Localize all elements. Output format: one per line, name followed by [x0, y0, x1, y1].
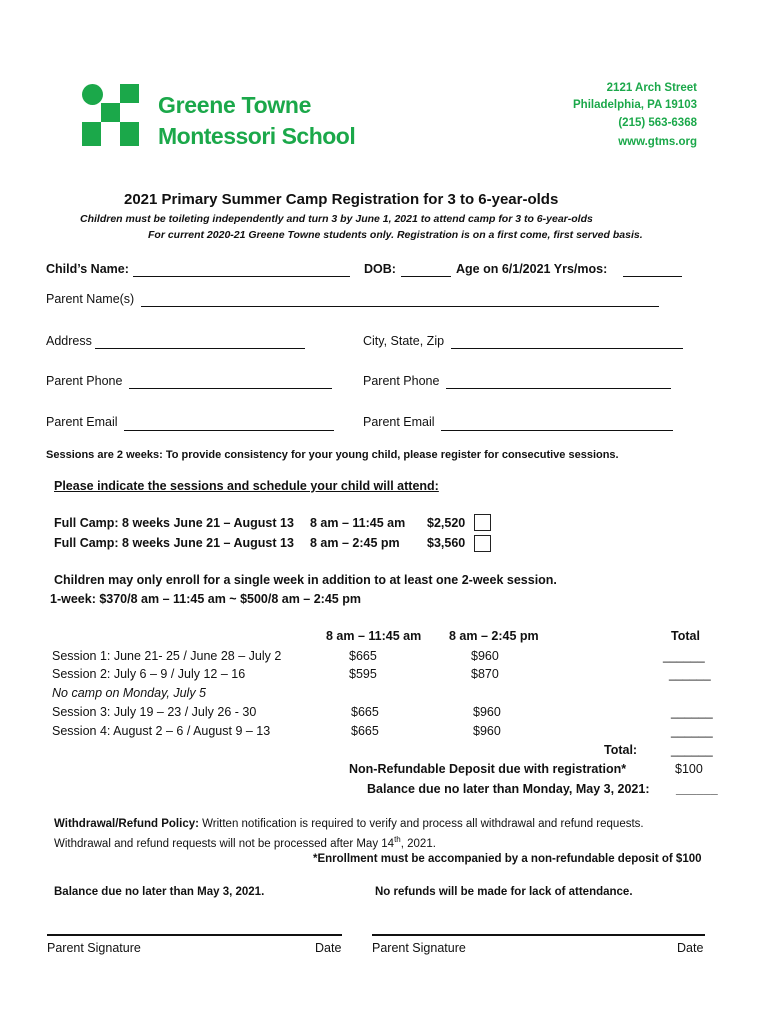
full-camp-1-price: $2,520: [427, 516, 466, 530]
note-line2: For current 2020-21 Greene Towne students only. Registration is on a first come, first served basis.: [148, 229, 643, 241]
school-name-line2: Montessori School: [158, 123, 356, 149]
col-header-total: Total: [671, 629, 700, 643]
single-week-line2: 1-week: $370/8 am – 11:45 am ~ $500/8 am – 2:45 pm: [50, 592, 361, 606]
date-2-label: Date: [677, 941, 704, 955]
date-1-label: Date: [315, 941, 342, 955]
logo-dot: [82, 84, 103, 105]
session-1-total-field[interactable]: ______: [663, 649, 705, 663]
city-state-zip-label: City, State, Zip: [363, 334, 445, 348]
session-3-total-field[interactable]: ______: [671, 705, 713, 719]
policy-text2sup: th: [394, 835, 401, 844]
session-2-total-field[interactable]: ______: [669, 667, 711, 681]
policy-line2: [54, 835, 436, 850]
col-header-half-day: 8 am – 11:45 am: [326, 629, 422, 643]
sessions-note: Sessions are 2 weeks: To provide consistency for your young child, please register for consecutive sessions.: [46, 449, 619, 461]
session-3-full-price: $960: [473, 705, 501, 719]
signature-line-1[interactable]: [47, 934, 342, 936]
parent-email-2-label: Parent Email: [363, 415, 435, 429]
policy-line1: [54, 818, 644, 830]
note-line1: Children must be toileting independently and turn 3 by June 1, 2021 to attend camp for 3 to 6-year-olds: [80, 213, 593, 225]
parent-names-label: Parent Name(s): [46, 292, 135, 306]
schedule-heading: Please indicate the sessions and schedule your child will attend:: [54, 479, 439, 493]
deposit-value: $100: [675, 762, 703, 776]
logo-square: [120, 122, 139, 146]
session-2-half-price: $595: [349, 667, 377, 681]
parent-email-1-field[interactable]: [124, 430, 334, 431]
school-name-line1: Greene Towne: [158, 92, 312, 118]
signature-2-label: Parent Signature: [372, 941, 466, 955]
balance-field[interactable]: ______: [676, 782, 718, 796]
age-label: Age on 6/1/2021 Yrs/mos:: [456, 262, 608, 276]
address-field[interactable]: [95, 348, 305, 349]
full-camp-2-label: Full Camp: 8 weeks June 21 – August 13: [54, 536, 294, 550]
session-2-full-price: $870: [471, 667, 499, 681]
single-week-line1: Children may only enroll for a single week in addition to at least one 2-week session.: [54, 573, 557, 587]
footer-balance-due: Balance due no later than May 3, 2021.: [54, 886, 265, 898]
session-1-label: Session 1: June 21- 25 / June 28 – July 2: [52, 649, 282, 663]
full-camp-2-time: 8 am – 2:45 pm: [310, 536, 400, 550]
dob-field[interactable]: [401, 276, 451, 277]
dob-label: DOB:: [364, 262, 396, 276]
child-name-field[interactable]: [133, 276, 350, 277]
full-camp-1-label: Full Camp: 8 weeks June 21 – August 13: [54, 516, 294, 530]
city-state-zip-field[interactable]: [451, 348, 683, 349]
session-1-full-price: $960: [471, 649, 499, 663]
school-phone: (215) 563-6368: [618, 117, 697, 129]
total-label: Total:: [604, 743, 638, 757]
session-4-half-price: $665: [351, 724, 379, 738]
grand-total-field[interactable]: ______: [671, 743, 713, 757]
policy-text1: Written notification is required to verify and process all withdrawal and refund requests.: [198, 818, 644, 830]
child-name-label: Child’s Name:: [46, 262, 129, 276]
balance-label: Balance due no later than Monday, May 3, 2021:: [367, 782, 650, 796]
parent-phone-1-field[interactable]: [129, 388, 332, 389]
policy-text2a: Withdrawal and refund requests will not be processed after May 14: [54, 837, 395, 850]
page-title: 2021 Primary Summer Camp Registration for 3 to 6-year-olds: [124, 191, 559, 208]
session-4-label: Session 4: August 2 – 6 / August 9 – 13: [52, 724, 271, 738]
session-3-half-price: $665: [351, 705, 379, 719]
col-header-full-day: 8 am – 2:45 pm: [449, 629, 539, 643]
school-website: www.gtms.org: [618, 136, 697, 148]
parent-email-2-field[interactable]: [441, 430, 673, 431]
session-4-total-field[interactable]: ______: [671, 724, 713, 738]
no-camp-note: No camp on Monday, July 5: [52, 686, 207, 700]
parent-phone-2-field[interactable]: [446, 388, 671, 389]
parent-names-field[interactable]: [141, 306, 659, 307]
parent-phone-1-label: Parent Phone: [46, 374, 123, 388]
logo-square: [101, 103, 120, 122]
enrollment-note: *Enrollment must be accompanied by a non-refundable deposit of $100: [313, 853, 702, 865]
logo-square: [120, 84, 139, 103]
footer-no-refunds: No refunds will be made for lack of attendance.: [375, 886, 633, 898]
age-field[interactable]: [623, 276, 682, 277]
session-4-full-price: $960: [473, 724, 501, 738]
deposit-label: Non-Refundable Deposit due with registration*: [349, 762, 627, 776]
signature-line-2[interactable]: [372, 934, 705, 936]
address-label: Address: [46, 334, 92, 348]
session-2-label: Session 2: July 6 – 9 / July 12 – 16: [52, 667, 246, 681]
logo-square: [82, 122, 101, 146]
full-camp-2-checkbox[interactable]: [474, 535, 491, 552]
full-camp-1-checkbox[interactable]: [474, 514, 491, 531]
policy-text2b: , 2021.: [400, 837, 436, 850]
policy-label: Withdrawal/Refund Policy:: [54, 818, 199, 830]
full-camp-2-price: $3,560: [427, 536, 466, 550]
full-camp-1-time: 8 am – 11:45 am: [310, 516, 406, 530]
parent-email-1-label: Parent Email: [46, 415, 118, 429]
parent-phone-2-label: Parent Phone: [363, 374, 440, 388]
school-address1: 2121 Arch Street: [606, 82, 697, 94]
school-address2: Philadelphia, PA 19103: [573, 99, 697, 111]
session-1-half-price: $665: [349, 649, 377, 663]
session-3-label: Session 3: July 19 – 23 / July 26 - 30: [52, 705, 257, 719]
signature-1-label: Parent Signature: [47, 941, 141, 955]
